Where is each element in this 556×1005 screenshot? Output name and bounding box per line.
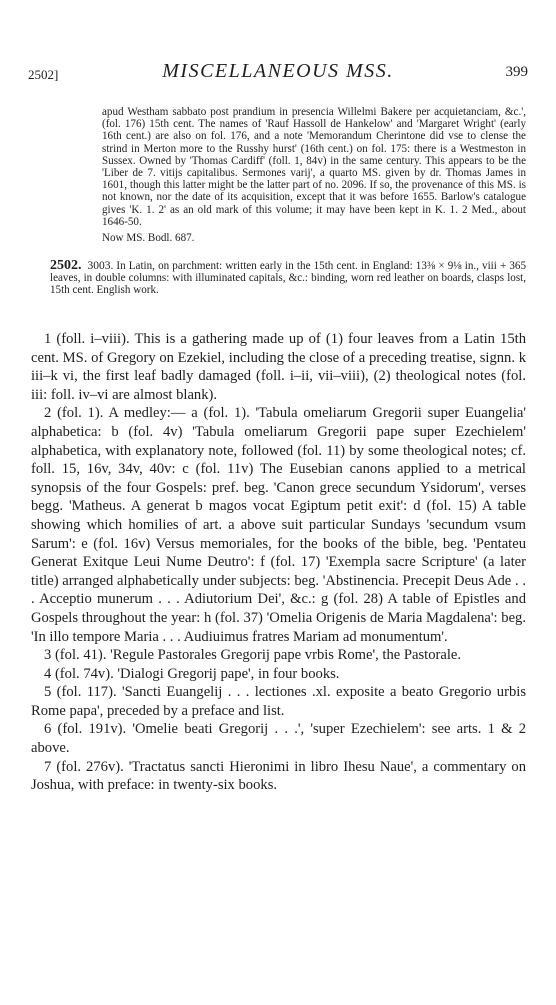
article-paragraph: 6 (fol. 191v). 'Omelie beati Gregorij . . .', 'super Ezechielem': see arts. 1 & 2 above. — [31, 721, 526, 757]
shelfmark: Now MS. Bodl. 687. — [102, 232, 195, 245]
old-number: 3003. — [87, 260, 114, 272]
entry-heading — [50, 260, 526, 297]
page-number: 399 — [505, 64, 528, 80]
article-paragraph: 7 (fol. 276v). 'Tractatus sancti Hieronimi in libro Ihesu Naue', a commentary on Joshua, with preface: in twenty-six books. — [31, 758, 526, 794]
entry-description: In Latin, on parchment: written early in the 15th cent. in England: 13⅜ × 9⅛ in., viii + 365 leaves, in double columns: with illuminated capitals, &c.: binding, worn red leather on boards, clasps lost, 15th cent. English work. — [50, 260, 526, 297]
article-paragraph: 3 (fol. 41). 'Regule Pastorales Gregorij pape vrbis Rome', the Pastorale. — [44, 647, 462, 664]
article-paragraph: 4 (fol. 74v). 'Dialogi Gregorij pape', in four books. — [44, 665, 340, 682]
running-header — [28, 58, 528, 86]
article-paragraph: 2 (fol. 1). A medley:— a (fol. 1). 'Tabula omeliarum Gregorii super Euangelia' alphabetica: b (fol. 4v) 'Tabula omeliarum Gregorii pape super Ezechielem' alphabetica, with explanatory note, followed (fol. 11) by some theological notes; cf. foll. 15, 16v, 34v, 40v: c (fol. 11v) The Eusebian canons applied to a metrical synopsis of the four Gospels: pref. beg. 'Canon grece secundum Ysidorum', verses begg. 'Matheus. A generat b magos vocat Egiptum petit exit': d (fol. 15) A table showing which homilies of art. a above suit particular Sundays 'secundum vsum Sarum': e (fol. 16v) Versus memoriales, for the books of the bible, beg. 'Pentateu Generat Exitque Leui Nume Deutro': f (fol. 17) 'Exempla sacre Scripture' (a later title) arranged alphabetically under subjects: beg. 'Abstinencia. Precepit Deus Ade . . . Acceptio munerum . . . Adiutorium Dei', &c.: g (fol. 28) A table of Epistles and Gospels throughout the year: h (fol. 37) 'Omelia Origenis de Maria Magdalena': beg. 'In illo tempore Maria . . . Audiuimus fratres Mariam ad monumentum'. — [31, 405, 526, 645]
continuation-text: apud Westham sabbato post prandium in presencia Willelmi Bakere per acquietanciam, &c.', (fol. 176) 15th cent. The names of 'Rauf Hassoll de Hankelow' and 'Margaret Wright' (early 16th cent.) are also on fol. 176, and a note 'Memorandum Cherintone did vse to clense the strind in Merton more to the Russhy hurst' (16th cent.) on fol. 175: there is a Westmeston in Sussex. Owned by 'Thomas Cardiff' (foll. 1, 84v) in the same century. This appears to be the 'Liber de 7. vitijs capitalibus. Sermones varij', a quarto MS. given by dr. Thomas James in 1601, though this latter might be the latter part of no. 2096. If so, the provenance of this MS. is not known, nor the date of its acquisition, except that it was before 1655. Barlow's catalogue gives 'K. 1. 2' as an old mark of this volume; it may have been kept in K. 1. 2 Med., about 1646-50. — [102, 106, 526, 228]
continuation-note — [102, 106, 526, 244]
entry-body — [31, 330, 526, 795]
entry-number: 2502. — [50, 258, 82, 273]
header-title: MISCELLANEOUS MSS. — [162, 60, 394, 82]
article-paragraph: 1 (foll. i–viii). This is a gathering made up of (1) four leaves from a Latin 15th cent. MS. of Gregory on Ezekiel, including the close of a preceding treatise, signn. k iii–k vi, the first leaf badly damaged (foll. i–ii, vii–viii), (2) theological notes (fol. iii: foll. iv–vi are almost blank). — [31, 331, 526, 403]
header-entry-range: 2502] — [28, 67, 59, 82]
article-paragraph: 5 (fol. 117). 'Sancti Euangelij . . . lectiones .xl. exposite a beato Gregorio urbis Rome papa', preceded by a preface and list. — [31, 684, 526, 719]
